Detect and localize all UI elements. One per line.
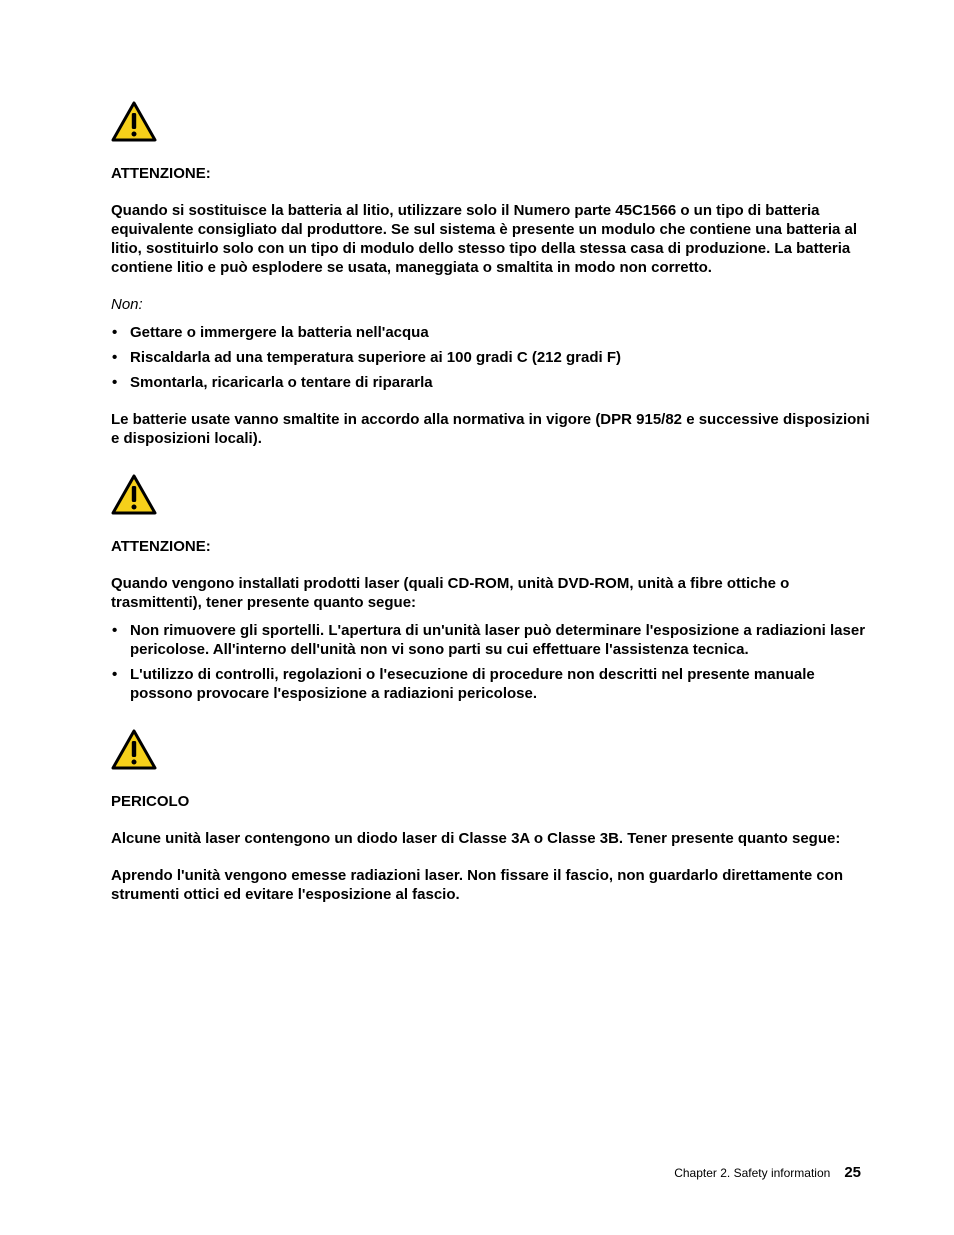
- warning-triangle-icon: [111, 473, 157, 515]
- list-item: • Riscaldarla ad una temperatura superiore ai 100 gradi C (212 gradi F): [111, 348, 871, 367]
- warning-triangle-icon: [111, 728, 157, 770]
- battery-caution-text: Quando si sostituisce la batteria al litio, utilizzare solo il Numero parte 45C1566 o un tipo di batteria equivalente consigliato dal produttore. Se sul sistema è presente un modulo che contiene una batteria al litio, sostituirlo solo con un tipo di modulo dello stesso tipo della stessa casa di produzione. La batteria contiene litio e può esplodere se usata, maneggiata o smaltita in modo non corretto.: [111, 202, 858, 276]
- laser-bullet-list: [111, 621, 871, 703]
- laser-class-text: Alcune unità laser contengono un diodo laser di Classe 3A o Classe 3B. Tener presente quanto segue:: [111, 830, 841, 847]
- list-item: • Gettare o immergere la batteria nell'acqua: [111, 323, 871, 342]
- list-item: • Smontarla, ricaricarla o tentare di ripararla: [111, 373, 871, 392]
- page-number: 25: [844, 1164, 861, 1181]
- list-item: • L'utilizzo di controlli, regolazioni o l'esecuzione di procedure non descritti nel presente manuale possono provocare l'esposizione a radiazioni pericolose.: [111, 665, 871, 703]
- battery-bullet-list: [111, 323, 871, 392]
- danger-heading: PERICOLO: [111, 793, 190, 810]
- warning-triangle-icon: [111, 100, 157, 142]
- page-footer: [674, 1164, 861, 1182]
- caution-heading: ATTENZIONE:: [111, 538, 211, 555]
- caution-heading: ATTENZIONE:: [111, 165, 211, 182]
- laser-caution-text: Quando vengono installati prodotti laser (quali CD-ROM, unità DVD-ROM, unità a fibre ottiche o trasmittenti), tener presente quanto segue:: [111, 575, 790, 611]
- list-item: • Non rimuovere gli sportelli. L'apertura di un'unità laser può determinare l'esposizione a radiazioni laser pericolose. All'interno dell'unità non vi sono parti su cui effettuare l'assistenza tecnica.: [111, 621, 871, 659]
- chapter-title: Chapter 2. Safety information: [674, 1166, 831, 1180]
- page-content: [111, 100, 871, 904]
- battery-disposal-text: Le batterie usate vanno smaltite in accordo alla normativa in vigore (DPR 915/82 e successive disposizioni e disposizioni locali).: [111, 411, 870, 447]
- non-label: Non:: [111, 296, 143, 313]
- laser-radiation-text: Aprendo l'unità vengono emesse radiazioni laser. Non fissare il fascio, non guardarlo direttamente con strumenti ottici ed evitare l'esposizione al fascio.: [111, 867, 844, 903]
